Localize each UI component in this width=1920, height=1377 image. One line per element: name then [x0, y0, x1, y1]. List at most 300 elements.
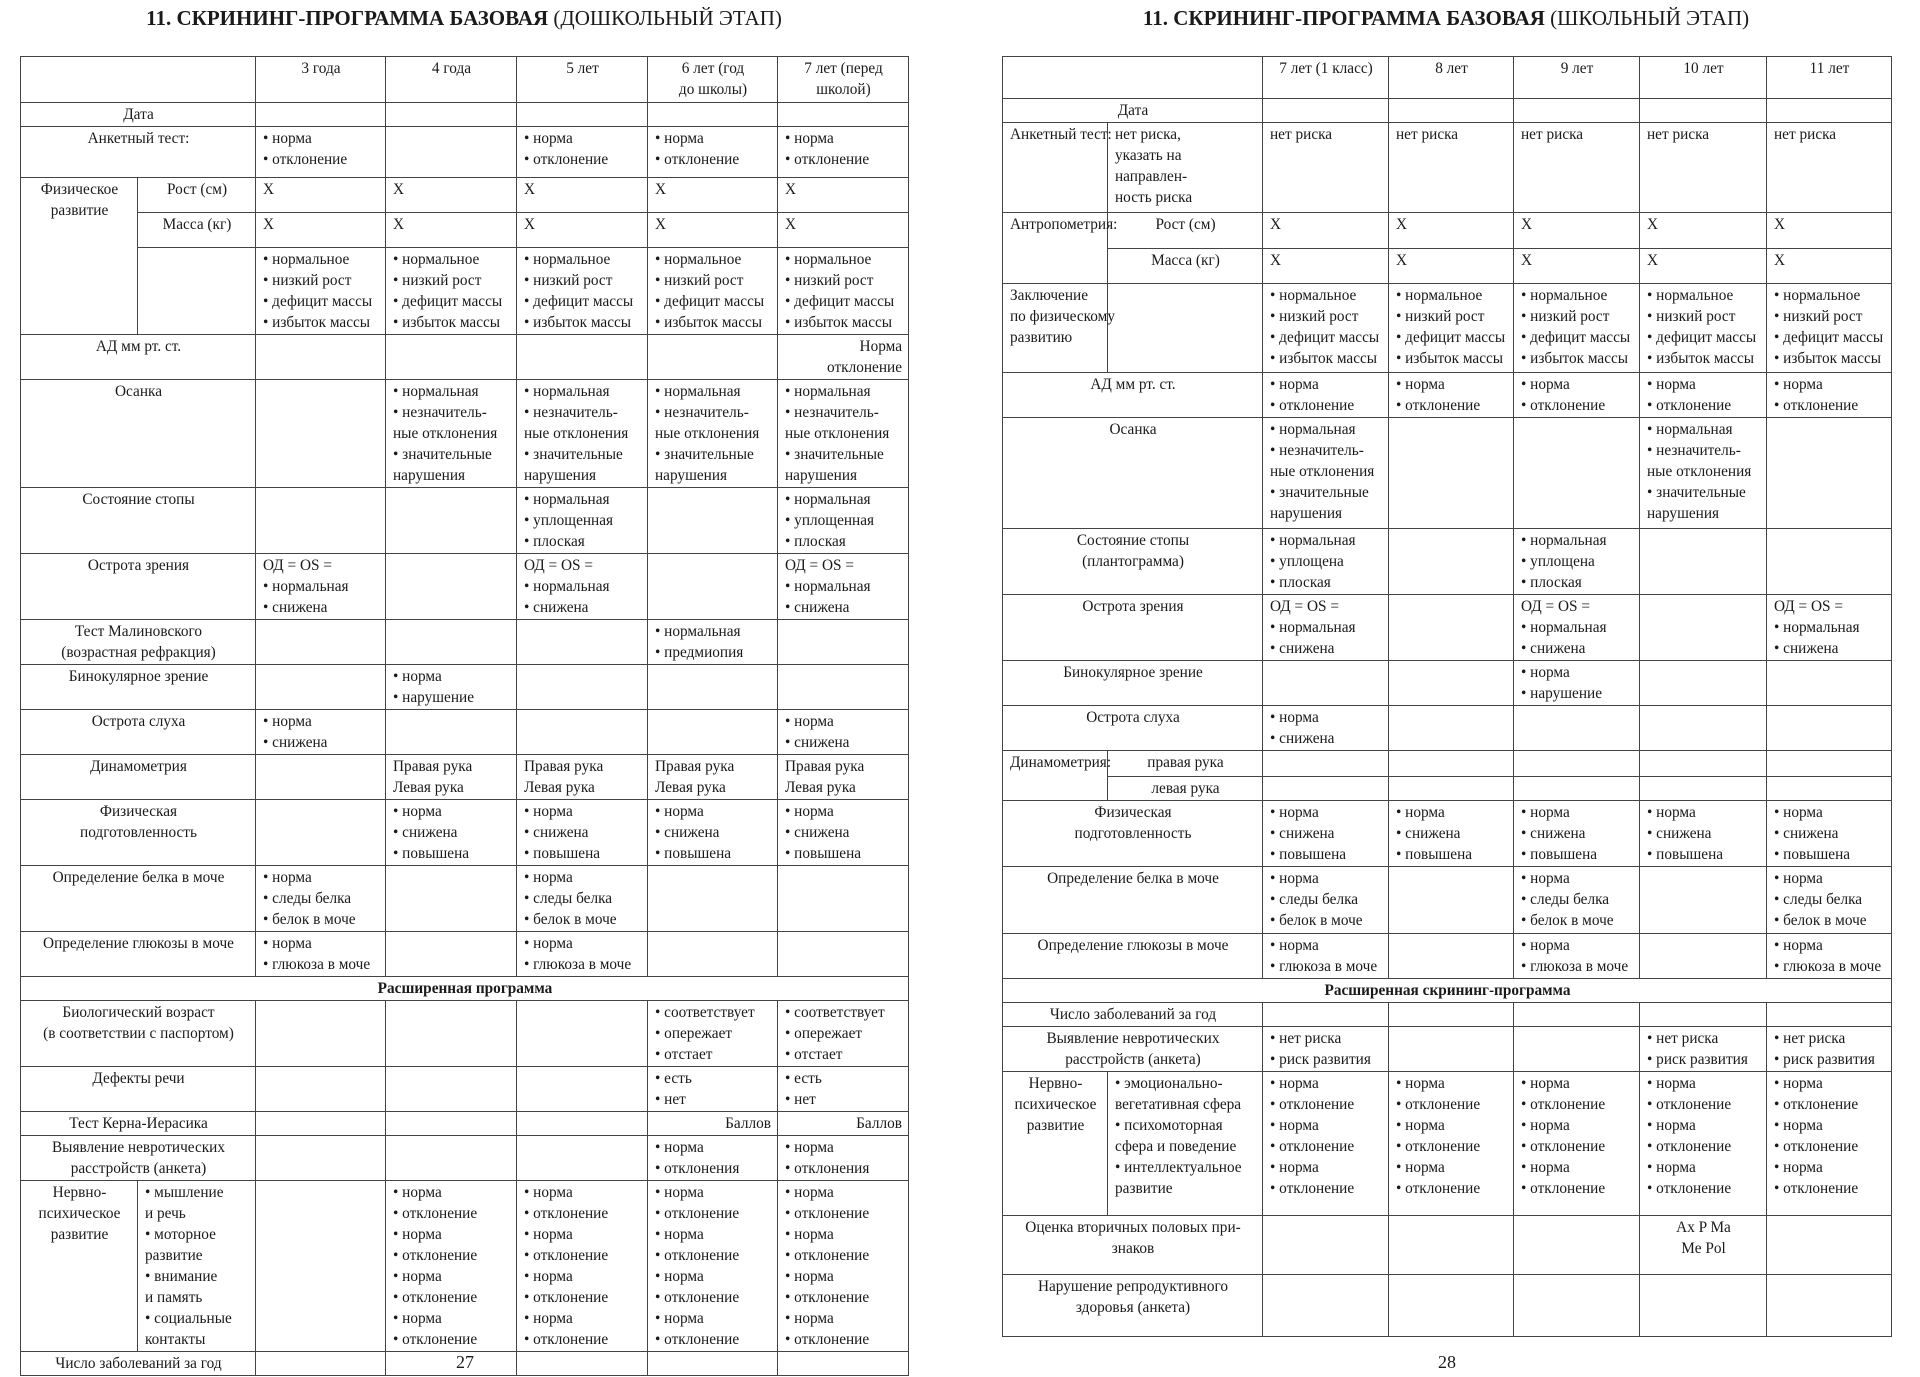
row-label: [21, 620, 256, 665]
cell-line: • норма: [1270, 870, 1319, 887]
cell-line: • повышена: [1270, 846, 1347, 863]
table-cell: [1767, 249, 1892, 284]
cell-line: • норма: [655, 1226, 704, 1243]
table-cell: [517, 1067, 648, 1112]
table-cell: [517, 335, 648, 380]
table-cell: [1389, 418, 1514, 529]
cell-line: • норма: [1774, 1117, 1823, 1134]
table-cell: [1767, 1216, 1892, 1275]
cell-line: ные отклонения: [1270, 463, 1375, 480]
cell-line: X: [524, 216, 536, 233]
cell-line: Оценка вторичных половых при-: [1025, 1219, 1241, 1236]
table-cell: [1640, 595, 1767, 661]
table-cell: [1514, 1072, 1640, 1216]
table-cell: [1767, 1072, 1892, 1216]
cell-line: • низкий рост: [524, 272, 613, 289]
column-header: [1263, 57, 1389, 99]
table-cell: [386, 488, 517, 554]
table-cell: [517, 248, 648, 335]
table-cell: [1767, 801, 1892, 867]
table-cell: [1640, 529, 1767, 595]
cell-line: • снижена: [524, 599, 589, 616]
cell-line: • отклонение: [263, 151, 348, 168]
cell-line: Баллов: [856, 1115, 902, 1132]
table-row: [21, 178, 909, 213]
cell-line: • отклонения: [655, 1160, 740, 1177]
cell-line: Правая рука: [785, 758, 865, 775]
table-cell: [517, 1181, 648, 1352]
cell-line: • нормальное: [393, 251, 480, 268]
section-row: [1003, 979, 1892, 1003]
cell-line: • нормальная: [1521, 532, 1607, 549]
cell-line: • норма: [524, 1226, 573, 1243]
cell-line: • норма: [524, 1184, 573, 1201]
table-cell: [1514, 1216, 1640, 1275]
cell-line: • норма: [1647, 376, 1696, 393]
table-cell: [1263, 373, 1389, 418]
table-cell: [1640, 123, 1767, 213]
cell-line: • норма: [524, 803, 573, 820]
column-header: [1640, 57, 1767, 99]
cell-line: • риск развития: [1270, 1051, 1371, 1068]
cell-line: • норма: [655, 1268, 704, 1285]
cell-line: • снижена: [785, 734, 850, 751]
table-cell: [1514, 801, 1640, 867]
cell-line: Левая рука: [655, 779, 726, 796]
table-cell: [386, 554, 517, 620]
table-cell: [517, 665, 648, 710]
cell-line: • соответствует: [785, 1004, 885, 1021]
cell-line: X: [1774, 252, 1786, 269]
cell-line: 6 лет (год: [681, 60, 745, 77]
cell-line: • отклонение: [785, 151, 870, 168]
cell-line: • глюкоза в моче: [524, 956, 632, 973]
table-cell: [517, 1136, 648, 1181]
cell-line: • низкий рост: [1647, 308, 1736, 325]
cell-line: • норма: [785, 1139, 834, 1156]
table-row: [1003, 1275, 1892, 1337]
cell-line: указать на: [1115, 147, 1182, 164]
cell-line: нет риска,: [1115, 126, 1181, 143]
cell-line: Норма: [859, 338, 902, 355]
cell-line: • нормальное: [524, 251, 611, 268]
cell-line: • низкий рост: [1521, 308, 1610, 325]
row-label: [21, 866, 256, 932]
table-cell: [648, 213, 778, 248]
cell-line: • уплощенная: [785, 512, 875, 529]
cell-line: Me Pol: [1681, 1240, 1726, 1257]
cell-line: • нет: [655, 1091, 686, 1108]
table-cell: [386, 710, 517, 755]
table-cell: [1767, 706, 1892, 751]
cell-line: • избыток массы: [524, 314, 632, 331]
table-cell: [256, 1181, 386, 1352]
cell-line: Острота зрения: [1082, 598, 1184, 615]
cell-line: Левая рука: [785, 779, 856, 796]
table-cell: [1263, 213, 1389, 249]
cell-line: X: [1270, 216, 1282, 233]
table-cell: [256, 1001, 386, 1067]
cell-line: • нормальная: [1270, 532, 1356, 549]
table-cell: [1640, 777, 1767, 801]
table-cell: [1514, 123, 1640, 213]
table-row: [1003, 751, 1892, 777]
cell-line: • отклонение: [393, 1331, 478, 1348]
table-cell: [386, 1001, 517, 1067]
cell-line: • отклонение: [655, 1247, 740, 1264]
cell-line: • повышена: [1647, 846, 1724, 863]
table-cell: [1263, 595, 1389, 661]
table-cell: [256, 932, 386, 977]
table-row: [1003, 213, 1892, 249]
table-cell: [1263, 1027, 1389, 1072]
table-cell: [1389, 706, 1514, 751]
cell-line: • глюкоза в моче: [1521, 958, 1629, 975]
cell-line: • плоская: [1521, 574, 1582, 591]
table-cell: [778, 1181, 909, 1352]
cell-line: • опережает: [655, 1025, 733, 1042]
cell-line: • норма: [1396, 1075, 1445, 1092]
cell-line: • норма: [524, 130, 573, 147]
cell-line: нарушения: [785, 467, 858, 484]
header-row: [1003, 57, 1892, 99]
cell-line: • снижена: [393, 824, 458, 841]
table-cell: [1767, 777, 1892, 801]
cell-line: • отклонение: [655, 151, 740, 168]
cell-line: • норма: [393, 803, 442, 820]
cell-line: • белок в моче: [263, 911, 356, 928]
table-cell: [517, 800, 648, 866]
row-group-label: [1003, 1072, 1108, 1216]
cell-line: • избыток массы: [1774, 350, 1882, 367]
cell-line: Динамометрия: [90, 758, 187, 775]
cell-line: • нет риска: [1270, 1030, 1342, 1047]
cell-line: • снижена: [1647, 825, 1712, 842]
cell-line: здоровья (анкета): [1075, 1299, 1191, 1316]
table-cell: [517, 620, 648, 665]
table-cell: [778, 710, 909, 755]
table-row: [1003, 595, 1892, 661]
cell-line: Левая рука: [393, 779, 464, 796]
row-label: [21, 554, 256, 620]
cell-line: Биологический возраст: [62, 1004, 215, 1021]
cell-line: • норма: [1521, 937, 1570, 954]
cell-line: • норма: [524, 869, 573, 886]
row-group-label: [21, 1181, 138, 1352]
cell-line: Осанка: [1109, 421, 1157, 438]
cell-line: • норма: [785, 1184, 834, 1201]
table-cell: [1514, 99, 1640, 123]
cell-line: • нормальное: [655, 251, 742, 268]
cell-line: • норма: [1774, 1159, 1823, 1176]
table-cell: [1389, 213, 1514, 249]
row-sublabel: [1108, 123, 1263, 213]
table-cell: [1767, 418, 1892, 529]
table-cell: [648, 554, 778, 620]
table-cell: [1767, 284, 1892, 373]
cell-line: • норма: [655, 803, 704, 820]
cell-line: • значительные: [655, 446, 754, 463]
table-cell: [648, 932, 778, 977]
cell-line: • предмиопия: [655, 644, 744, 661]
cell-line: нет риска: [1521, 126, 1584, 143]
cell-line: • норма: [1270, 937, 1319, 954]
table-cell: [517, 380, 648, 488]
table-cell: [1767, 529, 1892, 595]
cell-line: Ax P Ma: [1676, 1219, 1731, 1236]
table-cell: [648, 103, 778, 127]
table-cell: [1389, 99, 1514, 123]
table-cell: [256, 665, 386, 710]
table-cell: [517, 488, 648, 554]
cell-line: • норма: [1396, 376, 1445, 393]
cell-line: • есть: [655, 1070, 692, 1087]
table-cell: [778, 1112, 909, 1136]
cell-line: X: [785, 181, 797, 198]
cell-line: • значительные: [1647, 484, 1746, 501]
table-cell: [386, 1181, 517, 1352]
cell-line: • норма: [1774, 1075, 1823, 1092]
table-cell: [1389, 661, 1514, 706]
table-cell: [648, 620, 778, 665]
cell-line: 7 лет (перед: [804, 60, 883, 77]
cell-line: • отклонение: [655, 1205, 740, 1222]
cell-line: психическое: [38, 1205, 121, 1222]
table-cell: [648, 1181, 778, 1352]
cell-line: 5 лет: [566, 60, 599, 77]
cell-line: X: [524, 181, 536, 198]
column-header: [386, 57, 517, 103]
cell-line: X: [785, 216, 797, 233]
cell-line: • норма: [263, 935, 312, 952]
cell-line: ные отклонения: [785, 425, 890, 442]
cell-line: • снижена: [1270, 825, 1335, 842]
cell-line: • отклонение: [524, 1247, 609, 1264]
table-cell: [1263, 751, 1389, 777]
table-row: [21, 620, 909, 665]
table-cell: [1767, 867, 1892, 934]
cell-line: • значительные: [524, 446, 623, 463]
table-cell: [1389, 867, 1514, 934]
cell-line: X: [1647, 252, 1659, 269]
cell-line: Дата: [1117, 102, 1149, 119]
cell-line: • норма: [1647, 1075, 1696, 1092]
cell-line: • нормальная: [785, 383, 871, 400]
table-cell: [1263, 934, 1389, 979]
table-row: [1003, 867, 1892, 934]
table-row: [21, 755, 909, 800]
cell-line: Острота зрения: [87, 557, 190, 574]
cell-line: • значительные: [393, 446, 492, 463]
row-sublabel: [138, 248, 256, 335]
table-cell: [648, 248, 778, 335]
table-row: [1003, 373, 1892, 418]
cell-line: • избыток массы: [1521, 350, 1629, 367]
cell-line: Физическая: [99, 803, 178, 820]
table-cell: [256, 213, 386, 248]
cell-line: • нормальная: [1774, 619, 1860, 636]
table-cell: [517, 103, 648, 127]
table-cell: [778, 178, 909, 213]
column-header: [517, 57, 648, 103]
cell-line: X: [263, 181, 275, 198]
row-label: [1003, 373, 1263, 418]
cell-line: • белок в моче: [1774, 912, 1867, 929]
cell-line: • снижена: [785, 824, 850, 841]
cell-line: Осанка: [115, 383, 162, 400]
row-label: [1003, 595, 1263, 661]
cell-line: • повышена: [655, 845, 732, 862]
cell-line: • отклонение: [785, 1331, 870, 1348]
table-cell: [256, 1067, 386, 1112]
cell-line: вегетативная сфера: [1115, 1096, 1242, 1113]
table-cell: [648, 488, 778, 554]
section-heading: Расширенная программа: [21, 977, 909, 1001]
cell-line: X: [1774, 216, 1786, 233]
table-cell: [778, 1352, 909, 1376]
table-cell: [386, 1352, 517, 1376]
cell-line: Бинокулярное зрение: [68, 668, 209, 685]
table-cell: [778, 755, 909, 800]
cell-line: • нормальная: [1270, 421, 1356, 438]
table-cell: [1389, 1275, 1514, 1337]
table-cell: [1514, 595, 1640, 661]
table-cell: [386, 665, 517, 710]
table-cell: [256, 178, 386, 213]
cell-line: • норма: [263, 130, 312, 147]
table-cell: [778, 620, 909, 665]
cell-line: • отклонение: [1647, 1138, 1732, 1155]
cell-line: • норма: [1270, 1159, 1319, 1176]
table-row: [1003, 529, 1892, 595]
table-cell: [778, 1067, 909, 1112]
cell-line: • отклонение: [1396, 1138, 1481, 1155]
cell-line: • уплощена: [1270, 553, 1344, 570]
row-label: [1003, 418, 1263, 529]
cell-line: • глюкоза в моче: [1774, 958, 1882, 975]
cell-line: Анкетный тест:: [87, 130, 190, 147]
cell-line: • отклонение: [655, 1289, 740, 1306]
table-cell: [386, 866, 517, 932]
cell-line: • эмоционально-: [1115, 1075, 1223, 1092]
cell-line: • норма: [393, 1184, 442, 1201]
cell-line: Нервно-: [1028, 1075, 1083, 1092]
cell-line: • норма: [1521, 1117, 1570, 1134]
table-cell: [1514, 529, 1640, 595]
cell-line: знаков: [1111, 1240, 1155, 1257]
cell-line: Правая рука: [524, 758, 604, 775]
table-cell: [517, 866, 648, 932]
table-cell: [1640, 373, 1767, 418]
cell-line: • незначитель-: [1270, 442, 1364, 459]
cell-line: • значительные: [785, 446, 884, 463]
cell-line: • глюкоза в моче: [1270, 958, 1378, 975]
table-cell: [1767, 1275, 1892, 1337]
cell-line: • норма: [1647, 1159, 1696, 1176]
cell-line: • избыток массы: [1647, 350, 1755, 367]
cell-line: Определение глюкозы в моче: [1037, 937, 1229, 954]
cell-line: • дефицит массы: [1774, 329, 1884, 346]
cell-line: • следы белка: [1774, 891, 1863, 908]
header-row: [21, 57, 909, 103]
cell-line: Выявление невротических: [1046, 1030, 1220, 1047]
cell-line: • снижена: [1270, 730, 1335, 747]
cell-line: школой): [816, 81, 871, 98]
cell-line: расстройств (анкета): [70, 1160, 207, 1177]
row-sublabel: [138, 1181, 256, 1352]
table-cell: [1767, 661, 1892, 706]
cell-line: • избыток массы: [393, 314, 501, 331]
cell-line: • нормальная: [524, 491, 610, 508]
table-cell: [386, 335, 517, 380]
table-cell: [1389, 1027, 1514, 1072]
cell-line: • отклонение: [785, 1205, 870, 1222]
table-cell: [778, 248, 909, 335]
cell-line: • отклонение: [393, 1205, 478, 1222]
cell-line: Острота слуха: [1086, 709, 1180, 726]
cell-line: Анкетный тест:: [1010, 126, 1112, 143]
table-cell: [778, 1001, 909, 1067]
row-label: [1003, 99, 1263, 123]
row-group-label: Антропометрия:: [1003, 213, 1108, 284]
table-row: [21, 800, 909, 866]
cell-line: подготовленность: [80, 824, 197, 841]
table-cell: [1263, 1275, 1389, 1337]
row-label: [1003, 801, 1263, 867]
cell-line: • нормальная: [1521, 619, 1607, 636]
cell-line: • моторное: [145, 1226, 216, 1243]
cell-line: ные отклонения: [1647, 463, 1752, 480]
table-cell: [1767, 1027, 1892, 1072]
row-label: [1003, 1216, 1263, 1275]
cell-line: • нормальная: [524, 383, 610, 400]
cell-line: • отклонение: [1521, 1096, 1606, 1113]
row-sublabel: [1108, 284, 1263, 373]
cell-line: • норма: [785, 1310, 834, 1327]
cell-line: Выявление невротических: [51, 1139, 226, 1156]
row-label: [1003, 1275, 1263, 1337]
cell-line: • отклонение: [1774, 1180, 1859, 1197]
cell-line: • интеллектуальное: [1115, 1159, 1242, 1176]
row-group-label: [21, 178, 138, 335]
cell-line: • отклонение: [1521, 1180, 1606, 1197]
table-cell: [1640, 934, 1767, 979]
table-row: [1003, 1003, 1892, 1027]
table-cell: [517, 213, 648, 248]
cell-line: • нормальное: [1774, 287, 1861, 304]
cell-line: • дефицит массы: [655, 293, 765, 310]
table-row: [21, 1136, 909, 1181]
table-cell: [1514, 1003, 1640, 1027]
cell-line: • норма: [393, 1310, 442, 1327]
cell-line: • дефицит массы: [263, 293, 373, 310]
table-cell: [1263, 1072, 1389, 1216]
header-corner: [21, 57, 256, 103]
cell-line: • низкий рост: [1270, 308, 1359, 325]
cell-line: • отклонение: [1270, 1138, 1355, 1155]
cell-line: • внимание: [145, 1268, 218, 1285]
cell-line: развитие: [50, 202, 109, 219]
cell-line: ность риска: [1115, 189, 1193, 206]
row-label: [1003, 1003, 1263, 1027]
cell-line: • повышена: [393, 845, 470, 862]
cell-line: • избыток массы: [1396, 350, 1504, 367]
cell-line: Число заболеваний за год: [1049, 1006, 1217, 1023]
table-cell: [1389, 1216, 1514, 1275]
cell-line: • норма: [785, 1268, 834, 1285]
cell-line: ОД = OS =: [524, 557, 594, 574]
cell-line: развитие: [1026, 1117, 1085, 1134]
